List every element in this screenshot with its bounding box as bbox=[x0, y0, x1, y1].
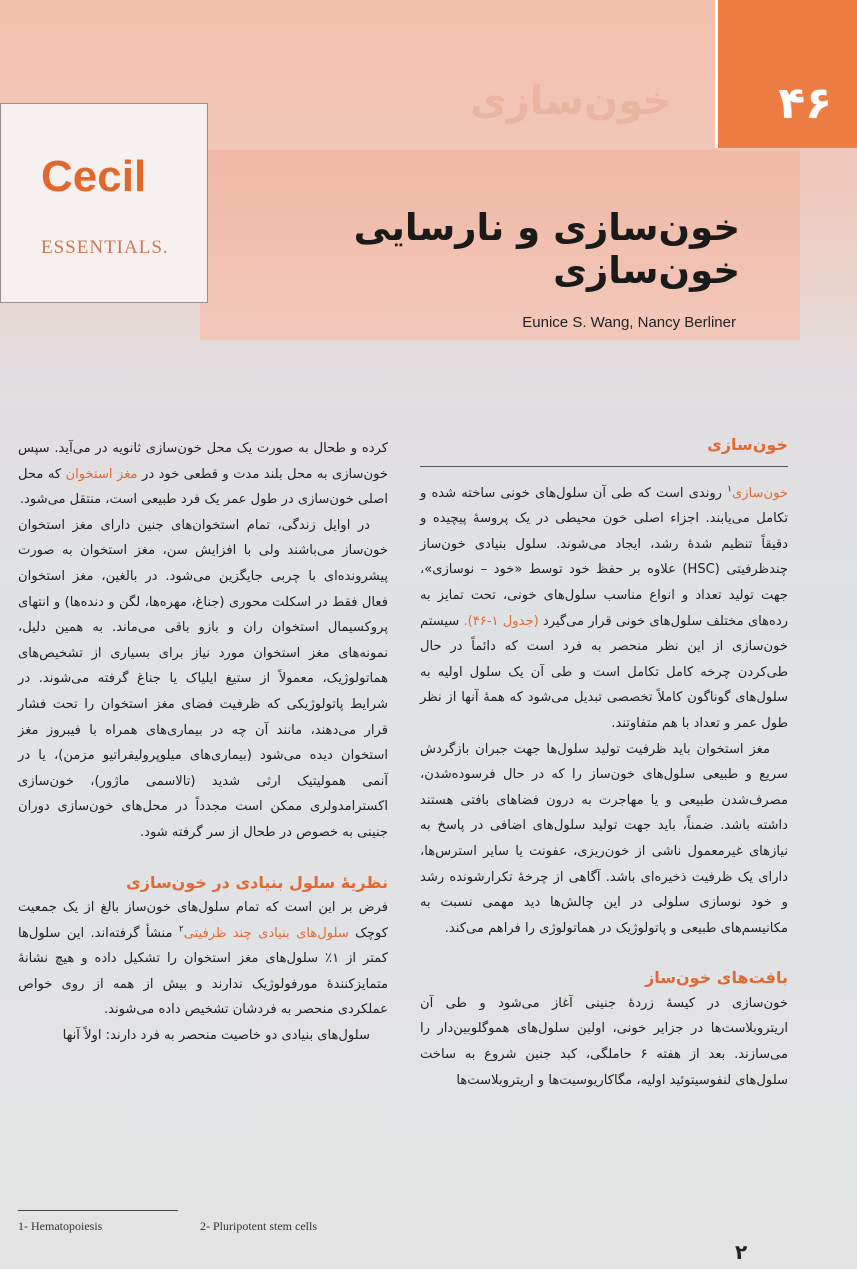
footnote-2: 2- Pluripotent stem cells bbox=[200, 1219, 317, 1233]
footnote-1: 1- Hematopoiesis bbox=[18, 1219, 103, 1233]
term-hematopoiesis: خون‌سازی bbox=[731, 485, 788, 501]
paragraph: در اوایل زندگی، تمام استخوان‌های جنین دارای مغز استخوان خون‌ساز می‌باشند ولی با افزایش سن، مغز استخوان به صورت پیشرونده‌ای با چربی جایگزین می‌شود. در بالغین، مغز استخوان فعال فقط در اسکلت محوری (جناغ، مهره‌ها، لگن و دنده‌ها) و انتهای پروکسیمال استخوان ران و بازو باقی می‌ماند. به همین دلیل، نمونه‌های مغز استخوان مورد نیاز برای بسیاری از تشخیص‌های هماتولوژیک، معمولاً از ستیغ ایلیاک یا جناغ گرفته می‌شوند. در شرایط پاتولوژیکی که ظرفیت فضای مغز استخوان را تحت فشار قرار می‌دهند، مانند آن چه در بیماری‌های همراه با فیبروز مغز استخوان دیده می‌شود (بیماری‌های میلوپرولیفراتیو مزمن)، یا در آنمی همولیتیک ارثی شدید (تالاسمی ماژور)، خون‌سازی اکسترامدولری ممکن است مجدداً در محل‌های خون‌سازی دوران جنینی به خصوص در طحال از سر گرفته شود. bbox=[18, 517, 388, 840]
spacer bbox=[18, 846, 388, 870]
section-heading-hematopoietic-tissues: بافت‌های خون‌ساز bbox=[645, 968, 788, 988]
footnote-ref-1: ۱ bbox=[727, 484, 732, 495]
footnote-rule bbox=[18, 1210, 178, 1211]
paragraph bbox=[18, 895, 388, 1023]
paragraph bbox=[18, 436, 388, 513]
paragraph-text: فرض بر این است که تمام سلول‌های خون‌ساز بالغ از یک جمعیت کوچک bbox=[18, 900, 388, 941]
ghost-chapter-title: خون‌سازی bbox=[470, 78, 673, 124]
chapter-title: خون‌سازی و نارسایی خون‌سازی bbox=[353, 206, 740, 292]
spacer bbox=[420, 941, 788, 965]
brand-logo: Cecil bbox=[41, 152, 147, 201]
chapter-tab bbox=[715, 0, 857, 148]
cecil-logo-box bbox=[0, 103, 208, 303]
heading-rule bbox=[420, 466, 788, 467]
paragraph: مغز استخوان باید ظرفیت تولید سلول‌ها جهت جبران بازگردش سریع و طبیعی سلول‌های خون‌ساز را که در حال فرسوده‌شدن، مصرف‌شدن طبیعی و یا مهاجرت به درون فضاهای بافتی هستند داشته باشد. ضمناً، باید جهت تولید سلول‌های اضافی در پاسخ به نیازهای غیرمعمول ناشی از خون‌ریزی، عفونت یا سایر استرس‌ها، دارای یک ظرفیت ذخیره‌ای باشد. آگاهی از چرخهٔ تکرارشونده رشد و خود نوسازی سلولی در این چالش‌ها دید مهمی نسبت به مکانیسم‌های طبیعی و پاتولوژیک در هماتولوژی را فراهم می‌کند. bbox=[420, 741, 788, 936]
paragraph bbox=[420, 481, 788, 737]
paragraph-text: کرده و طحال به صورت یک محل خون‌سازی ثانویه در می‌آید. سپس خون‌سازی به محل بلند مدت و قطعی خود در bbox=[18, 441, 388, 482]
authors: Eunice S. Wang, Nancy Berliner bbox=[522, 314, 736, 331]
paragraph: سلول‌های بنیادی دو خاصیت منحصر به فرد دارند: اولاً آنها bbox=[62, 1028, 370, 1044]
section-heading-hematopoiesis: خون‌سازی bbox=[707, 435, 788, 454]
paragraph: خون‌سازی در کیسهٔ زردهٔ جنینی آغاز می‌شود و طی آن اریتروبلاست‌ها در جزایر خونی، اولین سلول‌های هموگلوبین‌دار را می‌سازند. بعد از هفته ۶ حاملگی، کبد جنین شروع به ساخت سلول‌های لنفوسیتوئید اولیه، مگاکاریوسیت‌ها و اریتروبلاست‌ها bbox=[420, 995, 788, 1088]
brand-subtitle: ESSENTIALS. bbox=[41, 237, 169, 258]
term-pluripotent-stem-cells: سلول‌های بنیادی چند ظرفیتی bbox=[183, 925, 349, 941]
paragraph-text: روندی است که طی آن سلول‌های خونی ساخته شده و تکامل می‌یابند. اجزاء اصلی خون محیطی در یک پروسهٔ پیچیده و دقیقاً تنظیم شدهٔ رشد، ایجاد می‌شوند. سلول بنیادی خون‌ساز چندظرفیتی (HSC) علاوه بر حفظ خود توسط «خود – نوسازی»، جهت تولید تعداد و انواع مناسب سلول‌های خونی، تحت تمایز به رده‌های مختلف سلول‌های خونی قرار می‌گیرد bbox=[420, 485, 788, 629]
paragraph-text: سیستم خون‌سازی از این نظر منحصر به فرد است که دائماً در حال طی‌کردن چرخه کامل تکامل است و طی آن یک سلول اولیه به سلول‌های گوناگون کاملاً تخصصی تبدیل می‌شود که همهٔ آنها از نظر طول عمر و تعداد با هم متفاوتند. bbox=[420, 613, 788, 731]
term-bone-marrow: مغز استخوان bbox=[65, 466, 138, 482]
table-reference: (جدول ۱-۴۶). bbox=[463, 613, 539, 629]
chapter-number: ۴۶ bbox=[778, 78, 832, 129]
left-column bbox=[18, 436, 388, 1049]
right-column bbox=[420, 432, 788, 1093]
footnote-ref-2: ۲ bbox=[178, 924, 184, 935]
paragraph-text: که محل اصلی خون‌سازی در طول عمر یک فرد طبیعی است، منتقل می‌شود. bbox=[18, 466, 388, 508]
section-heading-stem-cell-theory: نظریهٔ سلول بنیادی در خون‌سازی bbox=[126, 872, 388, 892]
paragraph-text: منشأ گرفته‌اند. این سلول‌ها کمتر از ۱٪ سلول‌های مغز استخوان را تشکیل داده و هیچ نشانهٔ متمایزکنندهٔ مورفولوژیک ندارند و بیش از همه از روی خواص عملکردی منحصر به فردشان تشخیص داده می‌شوند. bbox=[18, 925, 388, 1018]
page-number: ۲ bbox=[735, 1240, 748, 1264]
